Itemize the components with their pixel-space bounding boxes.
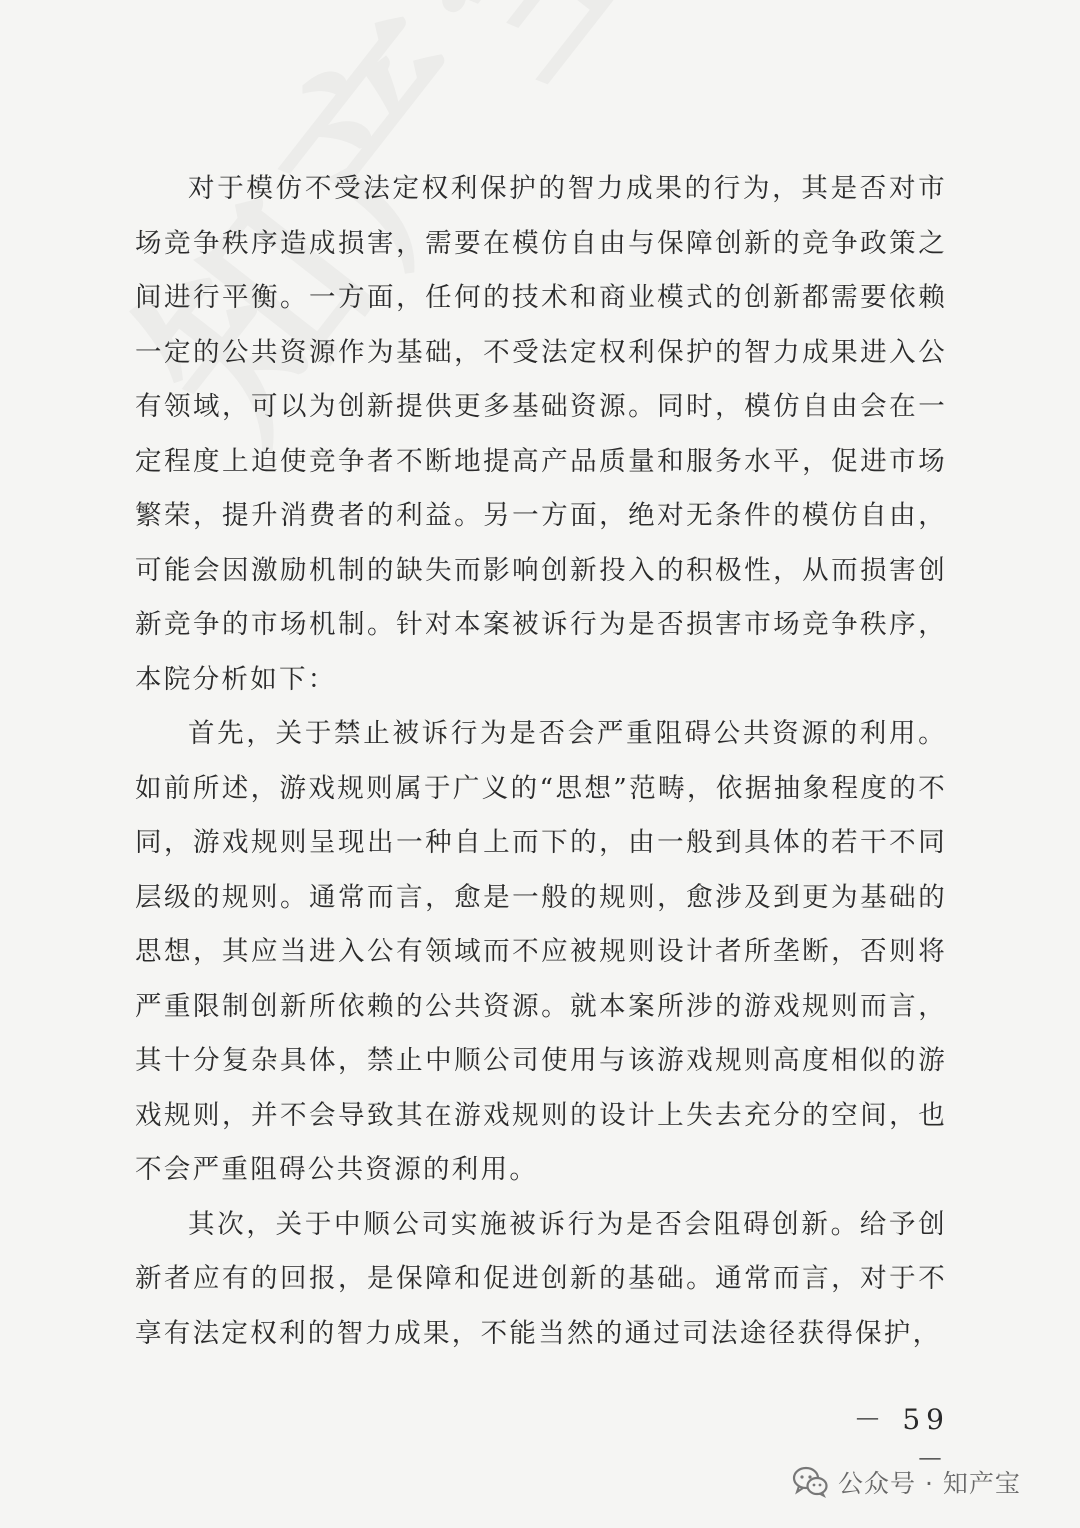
footer-attribution[interactable] [792,1462,1021,1502]
footer-label: 公众号 · 知产宝 [838,1469,1021,1498]
paragraph-3: 其次，关于中顺公司实施被诉行为是否会阻碍创新。给予创新者应有的回报，是保障和促进创新的基础。通常而言，对于不享有法定权利的智力成果，不能当然的通过司法途径获得保护， [135,1208,947,1349]
page-number: － 59 － [853,1403,950,1476]
body-text [135,162,947,1361]
paragraph-2: 首先，关于禁止被诉行为是否会严重阻碍公共资源的利用。如前所述，游戏规则属于广义的“思想”范畴，依据抽象程度的不同，游戏规则呈现出一种自上而下的，由一般到具体的若干不同层级的规则。通常而言，愈是一般的规则，愈涉及到更为基础的思想，其应当进入公有领域而不应被规则设计者所垄断，否则将严重限制创新所依赖的公共资源。就本案所涉的游戏规则而言，其十分复杂具体，禁止中顺公司使用与该游戏规则高度相似的游戏规则，并不会导致其在游戏规则的设计上失去充分的空间，也不会严重阻碍公共资源的利用。 [135,718,947,1185]
paragraph-1: 对于模仿不受法定权利保护的智力成果的行为，其是否对市场竞争秩序造成损害，需要在模仿自由与保障创新的竞争政策之间进行平衡。一方面，任何的技术和商业模式的创新都需要依赖一定的公共资源作为基础，不受法定权利保护的智力成果进入公有领域，可以为创新提供更多基础资源。同时，模仿自由会在一定程度上迫使竞争者不断地提高产品质量和服务水平，促进市场繁荣，提升消费者的利益。另一方面，绝对无条件的模仿自由，可能会因激励机制的缺失而影响创新投入的积极性，从而损害创新竞争的市场机制。针对本案被诉行为是否损害市场竞争秩序，本院分析如下： [135,173,947,695]
wechat-icon [792,1466,828,1498]
